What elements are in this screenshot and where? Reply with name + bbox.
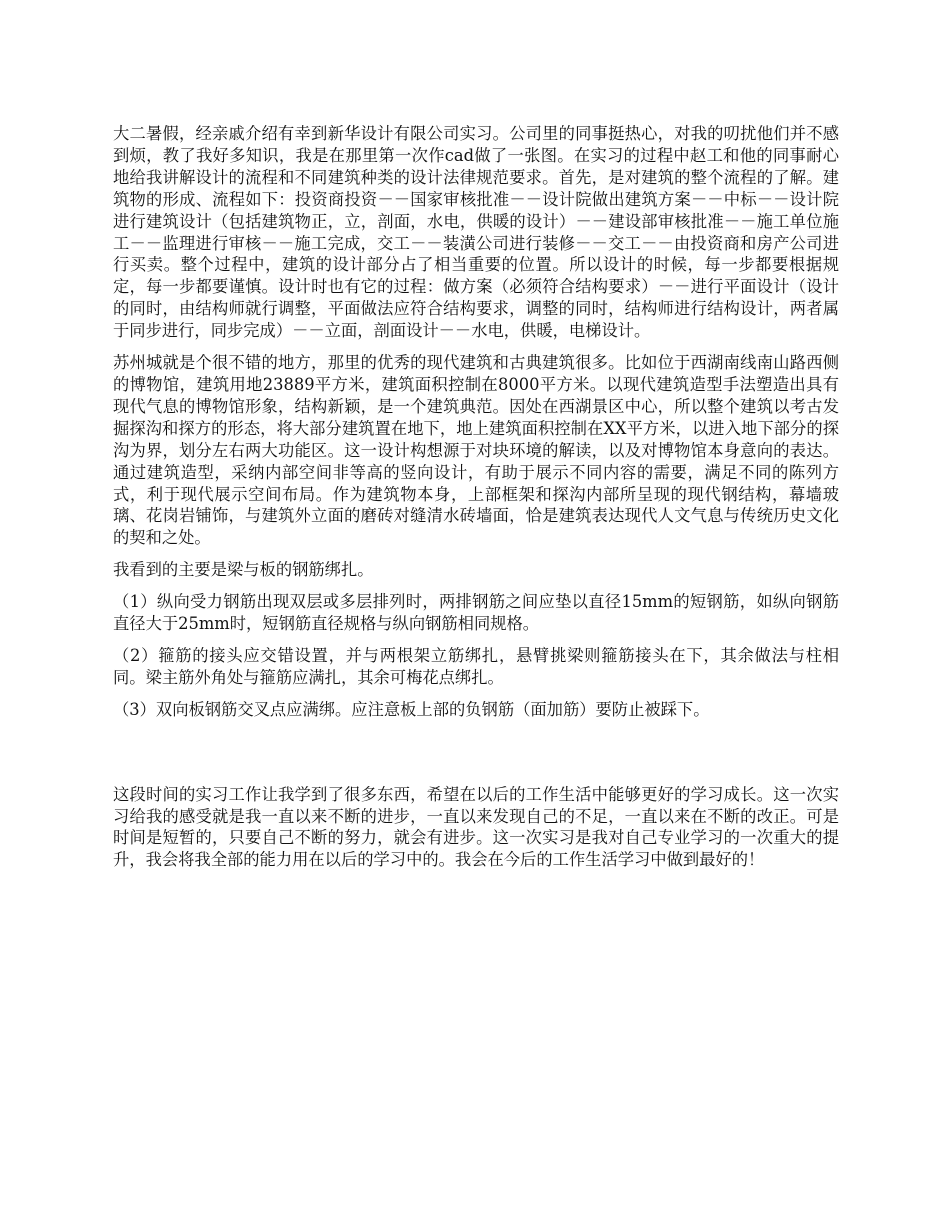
paragraph-rebar-item-3: （3）双向板钢筋交叉点应满绑。应注意板上部的负钢筋（面加筋）要防止被踩下。 <box>113 699 710 719</box>
paragraph-spacer <box>113 731 839 784</box>
paragraph-internship-intro: 大二暑假，经亲戚介绍有幸到新华设计有限公司实习。公司里的同事挺热心，对我的叨扰他们并不感到烦，教了我好多知识，我是在那里第一次作cad做了一张图。在实习的过程中赵工和他的同事耐心地给我讲解设计的流程和不同建筑种类的设计法律规范要求。首先，是对建筑的整个流程的了解。建筑物的形成、流程如下：投资商投资－－国家审核批准－－设计院做出建筑方案－－中标－－设计院进行建筑设计（包括建筑物正，立，剖面，水电，供暖的设计）－－建设部审核批准－－施工单位施工－－监理进行审核－－施工完成，交工－－装潢公司进行装修－－交工－－由投资商和房产公司进行买卖。整个过程中，建筑的设计部分占了相当重要的位置。所以设计的时候，每一步都要根据规定，每一步都要谨慎。设计时也有它的过程：做方案（必须符合结构要求）－－进行平面设计（设计的同时，由结构师就行调整，平面做法应符合结构要求，调整的同时，结构师进行结构设计，两者属于同步进行，同步完成）－－立面，剖面设计－－水电，供暖，电梯设计。 <box>113 124 839 341</box>
paragraph-rebar-intro: 我看到的主要是梁与板的钢筋绑扎。 <box>113 560 374 580</box>
document-page <box>113 123 839 881</box>
paragraph-suzhou-architecture: 苏州城就是个很不错的地方，那里的优秀的现代建筑和古典建筑很多。比如位于西湖南线南山路西侧的博物馆，建筑用地23889平方米，建筑面积控制在8000平方米。以现代建筑造型手法塑造出具有现代气息的博物馆形象，结构新颖，是一个建筑典范。因处在西湖景区中心，所以整个建筑以考古发掘探沟和探方的形态，将大部分建筑置在地下，地上建筑面积控制在XX平方米，以进入地下部分的探沟为界，划分左右两大功能区。这一设计构想源于对块环境的解读，以及对博物馆本身意向的表达。通过建筑造型，采纳内部空间非等高的竖向设计，有助于展示不同内容的需要，满足不同的陈列方式，利于现代展示空间布局。作为建筑物本身，上部框架和探沟内部所呈现的现代钢结构，幕墙玻璃、花岗岩铺饰，与建筑外立面的磨砖对缝清水砖墙面，恰是建筑表达现代人文气息与传统历史文化的契和之处。 <box>113 353 839 548</box>
paragraph-conclusion: 这段时间的实习工作让我学到了很多东西，希望在以后的工作生活中能够更好的学习成长。这一次实习给我的感受就是我一直以来不断的进步，一直以来发现自己的不足，一直以来在不断的改正。可是时间是短暂的，只要自己不断的努力，就会有进步。这一次实习是我对自己专业学习的一次重大的提升，我会将我全部的能力用在以后的学习中的。我会在今后的工作生活学习中做到最好的！ <box>113 784 839 870</box>
paragraph-rebar-item-1: （1）纵向受力钢筋出现双层或多层排列时，两排钢筋之间应垫以直径15mm的短钢筋，如纵向钢筋直径大于25mm时，短钢筋直径规格与纵向钢筋相同规格。 <box>113 592 839 634</box>
paragraph-rebar-item-2: （2）箍筋的接头应交错设置，并与两根架立筋绑扎，悬臂挑梁则箍筋接头在下，其余做法与柱相同。梁主筋外角处与箍筋应满扎，其余可梅花点绑扎。 <box>113 645 839 687</box>
